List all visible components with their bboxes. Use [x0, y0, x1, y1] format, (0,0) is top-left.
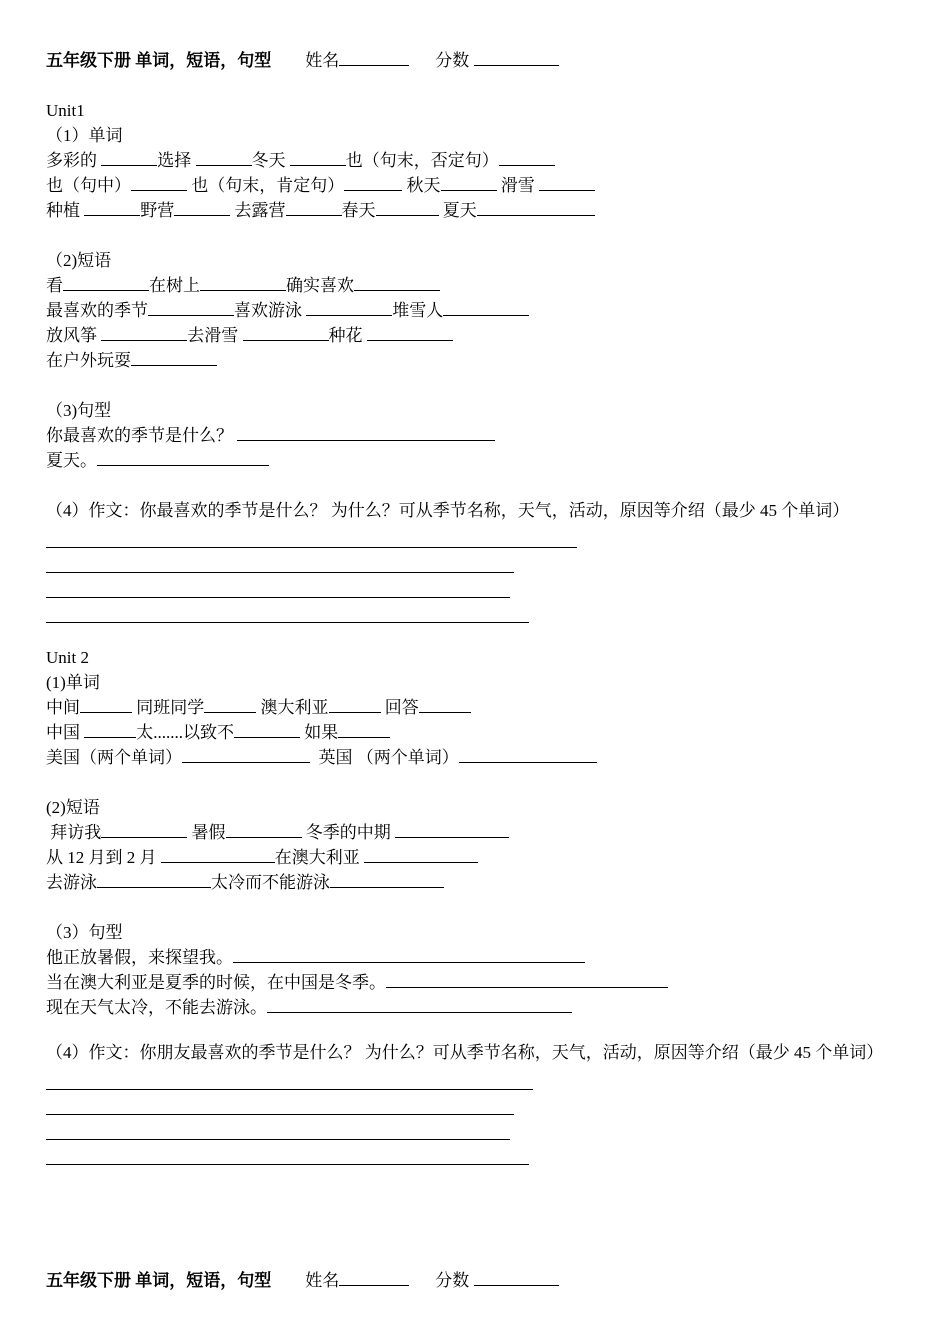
- unit1-phrases-row-1: [46, 273, 916, 298]
- answer-blank[interactable]: [233, 945, 585, 963]
- name-label: 姓名: [305, 1271, 340, 1290]
- word-label: 冬天: [251, 151, 286, 170]
- phrase-label: 种花: [328, 326, 363, 345]
- word-label: 秋天: [406, 176, 441, 195]
- answer-blank[interactable]: [459, 745, 597, 763]
- unit2-words-title: (1)单词: [46, 673, 100, 692]
- worksheet-header-repeat: [46, 1268, 559, 1296]
- worksheet-page: [46, 48, 916, 1165]
- unit1-phrases-row-3: [46, 323, 916, 348]
- score-label: 分数: [435, 1271, 470, 1290]
- word-label: 野营: [140, 201, 175, 220]
- word-label: 多彩的: [46, 151, 97, 170]
- answer-blank[interactable]: [97, 870, 211, 888]
- answer-blank[interactable]: [234, 720, 300, 738]
- unit1-essay-prompt: （4）作文：你最喜欢的季节是什么？ 为什么？可从季节名称，天气，活动，原因等介绍（最少 45 个单词）: [46, 501, 850, 520]
- sentence-label: 现在天气太冷，不能去游泳。: [46, 998, 267, 1017]
- phrase-label: 在澳大利亚: [274, 848, 360, 867]
- phrase-label: 去游泳: [46, 873, 97, 892]
- unit1-sentences-title: （3)句型: [46, 401, 112, 420]
- word-label: 中国: [46, 723, 80, 742]
- word-label: 中间: [46, 698, 80, 717]
- answer-blank[interactable]: [376, 198, 439, 216]
- answer-blank[interactable]: [101, 148, 157, 166]
- word-label: 美国（两个单词）: [46, 748, 182, 767]
- score-blank[interactable]: [474, 48, 559, 66]
- essay-writing-line[interactable]: [46, 523, 577, 548]
- answer-blank[interactable]: [539, 173, 595, 191]
- phrase-label: 确实喜欢: [286, 276, 354, 295]
- word-label: 也（句中）: [46, 176, 131, 195]
- answer-blank[interactable]: [101, 323, 187, 341]
- phrase-label: 从 12 月到 2 月: [46, 848, 157, 867]
- worksheet-title: 五年级下册 单词，短语，句型: [46, 1271, 272, 1290]
- answer-blank[interactable]: [367, 323, 453, 341]
- essay-writing-line[interactable]: [46, 1140, 529, 1165]
- answer-blank[interactable]: [499, 148, 555, 166]
- unit1-words-title: （1）单词: [46, 126, 123, 145]
- word-label: 也（句末，肯定句）: [191, 176, 345, 195]
- answer-blank[interactable]: [237, 423, 495, 441]
- answer-blank[interactable]: [243, 323, 329, 341]
- word-label: 种植: [46, 201, 80, 220]
- answer-blank[interactable]: [419, 695, 471, 713]
- unit2-sentence-row-3: [46, 995, 916, 1020]
- phrase-label: 最喜欢的季节: [46, 301, 148, 320]
- answer-blank[interactable]: [443, 298, 529, 316]
- phrase-label: 喜欢游泳: [234, 301, 302, 320]
- phrase-label: 看: [46, 276, 63, 295]
- phrase-label: 拜访我: [50, 823, 102, 842]
- word-label: 春天: [341, 201, 376, 220]
- answer-blank[interactable]: [148, 298, 234, 316]
- word-label: 澳大利亚: [260, 698, 329, 717]
- word-label: 选择: [157, 151, 192, 170]
- word-label: 太.......以致不: [136, 723, 234, 742]
- unit1-phrases-row-2: [46, 298, 916, 323]
- phrase-label: 在户外玩耍: [46, 351, 131, 370]
- word-label: 夏天: [442, 201, 477, 220]
- unit2-phrases-row-1: [46, 820, 916, 845]
- phrase-label: 暑假: [191, 823, 226, 842]
- unit2-sentences-title: （3）句型: [46, 923, 123, 942]
- answer-blank[interactable]: [329, 695, 381, 713]
- word-label: 也（句末，否定句）: [345, 151, 499, 170]
- unit1-phrases-row-4: [46, 348, 916, 373]
- answer-blank[interactable]: [174, 198, 230, 216]
- answer-blank[interactable]: [204, 695, 256, 713]
- answer-blank[interactable]: [354, 273, 440, 291]
- answer-blank[interactable]: [84, 720, 136, 738]
- unit1-phrases-title: （2)短语: [46, 251, 112, 270]
- answer-blank[interactable]: [131, 173, 187, 191]
- phrase-label: 去滑雪: [187, 326, 239, 345]
- answer-blank[interactable]: [226, 820, 302, 838]
- answer-blank[interactable]: [80, 695, 132, 713]
- answer-blank[interactable]: [330, 870, 444, 888]
- unit2-phrases-row-2: [46, 845, 916, 870]
- unit1-title: Unit1: [46, 101, 85, 120]
- phrase-label: 堆雪人: [392, 301, 444, 320]
- answer-blank[interactable]: [200, 273, 286, 291]
- answer-blank[interactable]: [267, 995, 572, 1013]
- answer-blank[interactable]: [477, 198, 595, 216]
- sentence-label: 夏天。: [46, 451, 97, 470]
- essay-writing-line[interactable]: [46, 598, 529, 623]
- unit1-sentence-row-1: [46, 423, 916, 448]
- answer-blank[interactable]: [182, 745, 310, 763]
- word-label: 去露营: [234, 201, 286, 220]
- sentence-label: 当在澳大利亚是夏季的时候，在中国是冬季。: [46, 973, 386, 992]
- worksheet-title: 五年级下册 单词，短语，句型: [46, 51, 272, 70]
- unit2-phrases-row-3: [46, 870, 916, 895]
- unit2-words-row-2: [46, 720, 916, 745]
- score-label: 分数: [435, 51, 470, 70]
- answer-blank[interactable]: [364, 845, 478, 863]
- unit2-phrases-title: (2)短语: [46, 798, 100, 817]
- word-label: 英国 （两个单词）: [318, 748, 459, 767]
- unit2-sentence-row-1: [46, 945, 916, 970]
- answer-blank[interactable]: [286, 198, 342, 216]
- essay-writing-line[interactable]: [46, 1065, 533, 1090]
- word-label: 滑雪: [500, 176, 535, 195]
- essay-writing-line[interactable]: [46, 1090, 514, 1115]
- name-blank[interactable]: [339, 1268, 409, 1286]
- answer-blank[interactable]: [338, 720, 390, 738]
- unit1-sentence-row-2: [46, 448, 916, 473]
- answer-blank[interactable]: [306, 298, 392, 316]
- answer-blank[interactable]: [441, 173, 497, 191]
- answer-blank[interactable]: [84, 198, 140, 216]
- answer-blank[interactable]: [395, 820, 509, 838]
- unit1-words-row-2: [46, 173, 916, 198]
- unit2-sentence-row-2: [46, 970, 916, 995]
- phrase-label: 在树上: [149, 276, 200, 295]
- word-label: 如果: [304, 723, 339, 742]
- word-label: 回答: [384, 698, 419, 717]
- name-label: 姓名: [305, 51, 340, 70]
- answer-blank[interactable]: [344, 173, 402, 191]
- worksheet-header: [46, 48, 916, 76]
- score-blank[interactable]: [474, 1268, 559, 1286]
- answer-blank[interactable]: [196, 148, 252, 166]
- answer-blank[interactable]: [63, 273, 149, 291]
- answer-blank[interactable]: [131, 348, 217, 366]
- unit1-words-row-3: [46, 198, 916, 223]
- sentence-label: 他正放暑假，来探望我。: [46, 948, 233, 967]
- name-blank[interactable]: [339, 48, 409, 66]
- answer-blank[interactable]: [161, 845, 275, 863]
- answer-blank[interactable]: [290, 148, 346, 166]
- phrase-label: 放风筝: [46, 326, 97, 345]
- answer-blank[interactable]: [386, 970, 668, 988]
- phrase-label: 冬季的中期: [305, 823, 391, 842]
- unit2-words-row-1: [46, 695, 916, 720]
- answer-blank[interactable]: [97, 448, 269, 466]
- essay-writing-line[interactable]: [46, 1115, 510, 1140]
- essay-writing-line[interactable]: [46, 573, 510, 598]
- essay-writing-line[interactable]: [46, 548, 514, 573]
- unit2-essay-prompt: （4）作文：你朋友最喜欢的季节是什么？ 为什么？可从季节名称，天气，活动，原因等介绍（最少 45 个单词）: [46, 1043, 884, 1062]
- answer-blank[interactable]: [101, 820, 187, 838]
- phrase-label: 太冷而不能游泳: [211, 873, 330, 892]
- unit1-words-row-1: [46, 148, 916, 173]
- unit2-title: Unit 2: [46, 648, 89, 667]
- sentence-label: 你最喜欢的季节是什么？: [46, 426, 233, 445]
- unit2-words-row-3: [46, 745, 916, 770]
- word-label: 同班同学: [136, 698, 205, 717]
